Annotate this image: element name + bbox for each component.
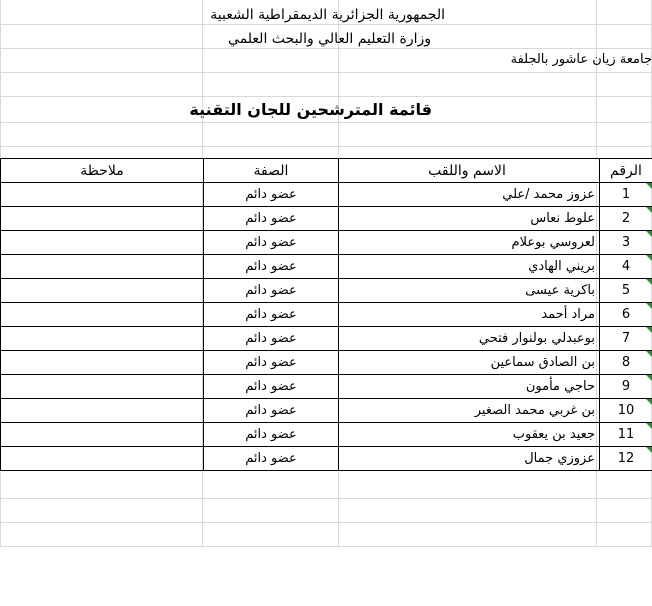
cell-num-text: 8: [621, 355, 631, 370]
cell-role-text: عضو دائم: [245, 235, 297, 250]
gridline: [0, 546, 652, 547]
table-row: [1, 327, 652, 351]
column-header-num[interactable]: الرقم: [600, 159, 652, 183]
table-header-row: [1, 159, 652, 183]
cell-role-text: عضو دائم: [245, 259, 297, 274]
cell-role-text: عضو دائم: [245, 307, 297, 322]
cell-num-text: 5: [621, 283, 631, 298]
cell-num-text: 2: [621, 211, 631, 226]
cell-num[interactable]: [600, 279, 652, 303]
cell-num[interactable]: [600, 207, 652, 231]
cell-role-text: عضو دائم: [245, 427, 297, 442]
cell-role[interactable]: [204, 207, 339, 231]
cell-num[interactable]: [600, 231, 652, 255]
cell-name[interactable]: [339, 303, 600, 327]
cell-name[interactable]: [339, 423, 600, 447]
cell-role[interactable]: [204, 351, 339, 375]
table-row: [1, 231, 652, 255]
cell-role[interactable]: [204, 303, 339, 327]
table-row: [1, 303, 652, 327]
header-university: جامعة زيان عاشور بالجلفة: [510, 52, 652, 67]
cell-num[interactable]: [600, 423, 652, 447]
cell-note[interactable]: [1, 255, 204, 279]
cell-name-text: باكرية عيسى: [525, 283, 595, 298]
cell-name-text: مراد أحمد: [541, 307, 595, 322]
cell-note[interactable]: [1, 375, 204, 399]
gridline: [0, 146, 652, 147]
cell-note[interactable]: [1, 279, 204, 303]
cell-note[interactable]: [1, 231, 204, 255]
cell-name[interactable]: [339, 399, 600, 423]
cell-num-text: 7: [621, 331, 631, 346]
cell-role[interactable]: [204, 255, 339, 279]
number-stored-as-text-indicator-icon: [646, 327, 652, 333]
column-header-name[interactable]: الاسم واللقب: [339, 159, 600, 183]
cell-name-text: حاجي مأمون: [525, 379, 595, 394]
candidates-table: [0, 158, 652, 471]
cell-role-text: عضو دائم: [245, 331, 297, 346]
number-stored-as-text-indicator-icon: [646, 423, 652, 429]
cell-name-text: عزوز محمد /علي: [502, 187, 595, 202]
gridline: [0, 498, 652, 499]
number-stored-as-text-indicator-icon: [646, 255, 652, 261]
gridline: [0, 522, 652, 523]
table-row: [1, 375, 652, 399]
cell-role-text: عضو دائم: [245, 355, 297, 370]
number-stored-as-text-indicator-icon: [646, 375, 652, 381]
number-stored-as-text-indicator-icon: [646, 399, 652, 405]
cell-note[interactable]: [1, 327, 204, 351]
cell-name[interactable]: [339, 231, 600, 255]
gridline: [0, 96, 652, 97]
cell-num[interactable]: [600, 375, 652, 399]
cell-name-text: بوعبدلي بولنوار فتحي: [478, 331, 595, 346]
table-row: [1, 351, 652, 375]
cell-name[interactable]: [339, 255, 600, 279]
cell-note[interactable]: [1, 351, 204, 375]
cell-num-text: 12: [617, 451, 635, 466]
header-country: الجمهورية الجزائرية الديمقراطية الشعبية: [210, 7, 445, 23]
cell-name-text: بريني الهادي: [528, 259, 595, 274]
cell-name[interactable]: [339, 183, 600, 207]
gridline: [0, 122, 652, 123]
cell-name-text: لعروسي بوعلام: [511, 235, 595, 250]
number-stored-as-text-indicator-icon: [646, 279, 652, 285]
number-stored-as-text-indicator-icon: [646, 447, 652, 453]
table-row: [1, 447, 652, 471]
cell-name-text: بن غربي محمد الصغير: [474, 403, 595, 418]
cell-role-text: عضو دائم: [245, 379, 297, 394]
cell-name-text: جعيد بن يعقوب: [512, 427, 595, 442]
page-title: قائمة المترشحين للجان التقنية: [189, 100, 432, 119]
cell-note[interactable]: [1, 423, 204, 447]
cell-name[interactable]: [339, 327, 600, 351]
number-stored-as-text-indicator-icon: [646, 351, 652, 357]
cell-name-text: بن الصادق سماعين: [490, 355, 595, 370]
cell-note[interactable]: [1, 399, 204, 423]
cell-name[interactable]: [339, 375, 600, 399]
cell-num-text: 10: [617, 403, 635, 418]
cell-role-text: عضو دائم: [245, 283, 297, 298]
table-row: [1, 255, 652, 279]
cell-num[interactable]: [600, 183, 652, 207]
cell-name[interactable]: [339, 207, 600, 231]
number-stored-as-text-indicator-icon: [646, 303, 652, 309]
cell-name[interactable]: [339, 447, 600, 471]
column-header-note[interactable]: ملاحظة: [1, 159, 204, 183]
column-header-role[interactable]: الصفة: [204, 159, 339, 183]
cell-name[interactable]: [339, 351, 600, 375]
cell-name-text: علوط نعاس: [530, 211, 595, 226]
cell-num[interactable]: [600, 327, 652, 351]
cell-role[interactable]: [204, 279, 339, 303]
table-row: [1, 183, 652, 207]
number-stored-as-text-indicator-icon: [646, 183, 652, 189]
cell-role[interactable]: [204, 231, 339, 255]
cell-num[interactable]: [600, 303, 652, 327]
table-row: [1, 399, 652, 423]
gridline: [0, 72, 652, 73]
cell-role[interactable]: [204, 423, 339, 447]
cell-num[interactable]: [600, 447, 652, 471]
cell-num[interactable]: [600, 399, 652, 423]
cell-role[interactable]: [204, 183, 339, 207]
header-ministry: وزارة التعليم العالي والبحث العلمي: [228, 31, 431, 47]
cell-role-text: عضو دائم: [245, 187, 297, 202]
table-row: [1, 279, 652, 303]
cell-num-text: 3: [621, 235, 631, 250]
cell-note[interactable]: [1, 183, 204, 207]
cell-num-text: 11: [617, 427, 635, 442]
number-stored-as-text-indicator-icon: [646, 207, 652, 213]
cell-role[interactable]: [204, 375, 339, 399]
cell-num-text: 4: [621, 259, 631, 274]
cell-num-text: 9: [621, 379, 631, 394]
cell-name[interactable]: [339, 279, 600, 303]
cell-note[interactable]: [1, 447, 204, 471]
cell-role[interactable]: [204, 399, 339, 423]
cell-role-text: عضو دائم: [245, 403, 297, 418]
cell-note[interactable]: [1, 207, 204, 231]
cell-note[interactable]: [1, 303, 204, 327]
table-row: [1, 423, 652, 447]
cell-role-text: عضو دائم: [245, 211, 297, 226]
cell-num[interactable]: [600, 255, 652, 279]
cell-num[interactable]: [600, 351, 652, 375]
cell-role[interactable]: [204, 327, 339, 351]
number-stored-as-text-indicator-icon: [646, 231, 652, 237]
table-row: [1, 207, 652, 231]
cell-num-text: 6: [621, 307, 631, 322]
cell-name-text: عزوزي جمال: [524, 451, 595, 466]
cell-num-text: 1: [621, 187, 631, 202]
cell-role[interactable]: [204, 447, 339, 471]
cell-role-text: عضو دائم: [245, 451, 297, 466]
